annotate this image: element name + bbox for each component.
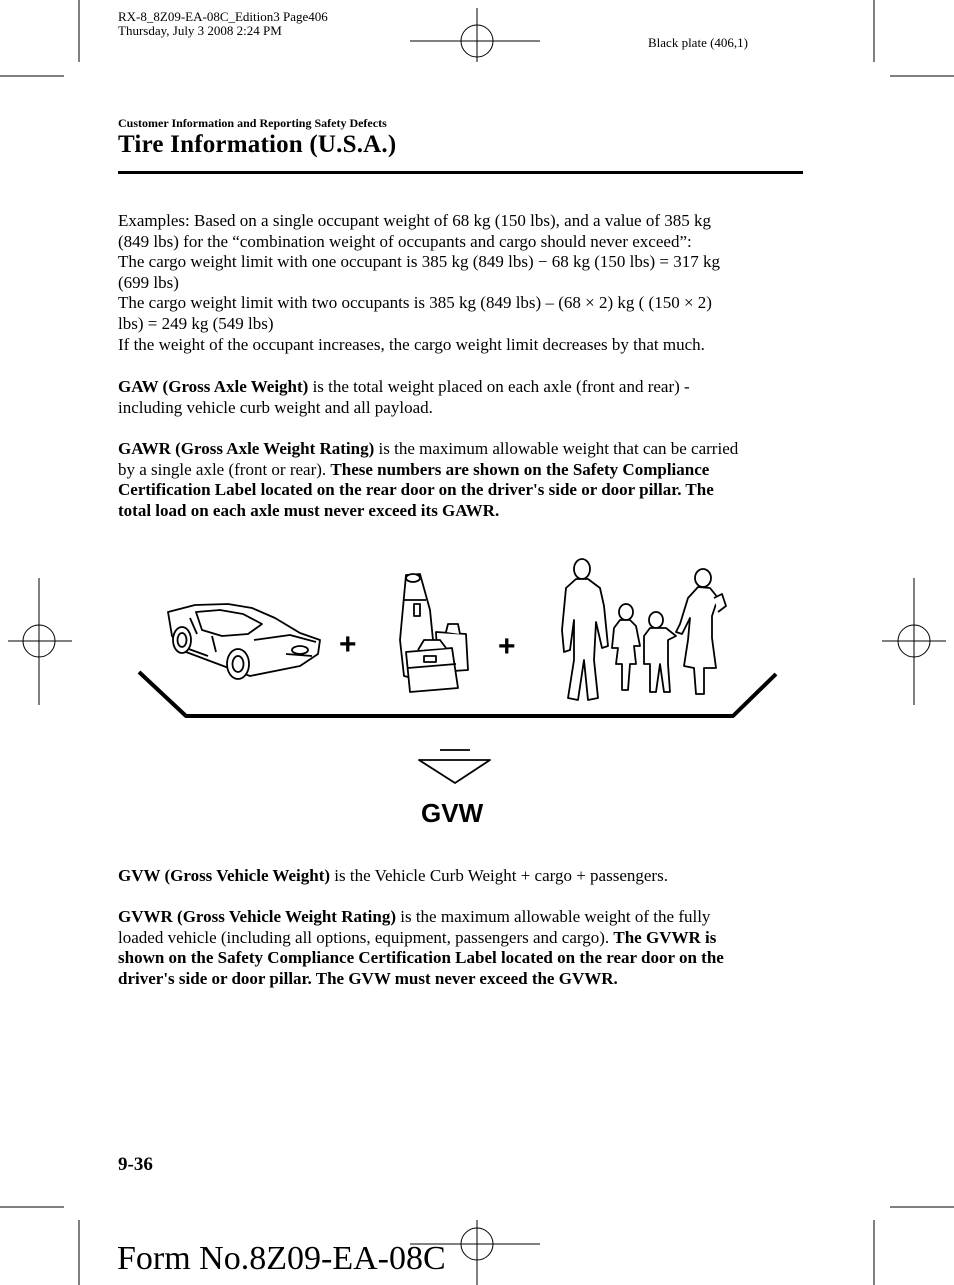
text-line: (699 lbs) <box>118 272 179 292</box>
bold-line: shown on the Safety Compliance Certification Label located on the rear door on the <box>118 948 724 968</box>
text-span: is the maximum allowable weight of the fully <box>396 907 711 926</box>
bold-line: total load on each axle must never exceed its GAWR. <box>118 500 500 520</box>
text-line: The cargo weight limit with one occupant is 385 kg (849 lbs) − 68 kg (150 lbs) = 317 kg <box>118 252 720 272</box>
text-line: The cargo weight limit with two occupants is 385 kg (849 lbs) – (68 × 2) kg ( (150 × 2) <box>118 293 712 313</box>
gvwr-term: GVWR (Gross Vehicle Weight Rating) <box>118 907 396 926</box>
plus-sign: + <box>498 630 516 663</box>
timestamp: Thursday, July 3 2008 2:24 PM <box>118 23 282 38</box>
bold-line: driver's side or door pillar. The GVW must never exceed the GVWR. <box>118 968 618 988</box>
form-number: Form No.8Z09-EA-08C <box>117 1240 446 1277</box>
family-icon <box>562 559 726 700</box>
luggage-icon <box>400 574 468 692</box>
gvw-label: GVW <box>421 798 484 828</box>
plus-sign: + <box>339 628 357 661</box>
text-span: by a single axle (front or rear). <box>118 459 331 479</box>
text-span: is the Vehicle Curb Weight + cargo + passengers. <box>330 866 668 885</box>
page-title: Tire Information (U.S.A.) <box>118 131 397 158</box>
doc-id: RX-8_8Z09-EA-08C_Edition3 Page406 <box>118 9 328 24</box>
bold-span: These numbers are shown on the Safety Compliance <box>330 459 710 479</box>
bold-span: The GVWR is <box>613 927 717 947</box>
gawr-term: GAWR (Gross Axle Weight Rating) <box>118 439 375 458</box>
page-number: 9-36 <box>118 1154 153 1175</box>
down-arrow-icon <box>419 760 490 783</box>
gvw-paragraph <box>118 866 808 887</box>
text-span: loaded vehicle (including all options, equipment, passengers and cargo). <box>118 927 614 947</box>
gaw-term: GAW (Gross Axle Weight) <box>118 377 309 396</box>
gvwr-paragraph <box>118 907 808 989</box>
section-label: Customer Information and Reporting Safety Defects <box>118 116 387 130</box>
text-line: Examples: Based on a single occupant weight of 68 kg (150 lbs), and a value of 385 kg <box>118 211 711 230</box>
text-line: lbs) = 249 kg (549 lbs) <box>118 313 274 333</box>
plate-label: Black plate (406,1) <box>648 35 748 50</box>
text-span: is the maximum allowable weight that can be carried <box>374 439 739 458</box>
text-span: is the total weight placed on each axle (front and rear) - <box>308 377 690 396</box>
text-line: including vehicle curb weight and all payload. <box>118 397 433 417</box>
text-line: If the weight of the occupant increases, the cargo weight limit decreases by that much. <box>118 334 705 354</box>
gvw-term: GVW (Gross Vehicle Weight) <box>118 866 331 885</box>
bold-line: Certification Label located on the rear door on the driver's side or door pillar. The <box>118 480 714 500</box>
car-icon <box>168 604 320 679</box>
text-line: (849 lbs) for the “combination weight of occupants and cargo should never exceed”: <box>118 231 692 251</box>
